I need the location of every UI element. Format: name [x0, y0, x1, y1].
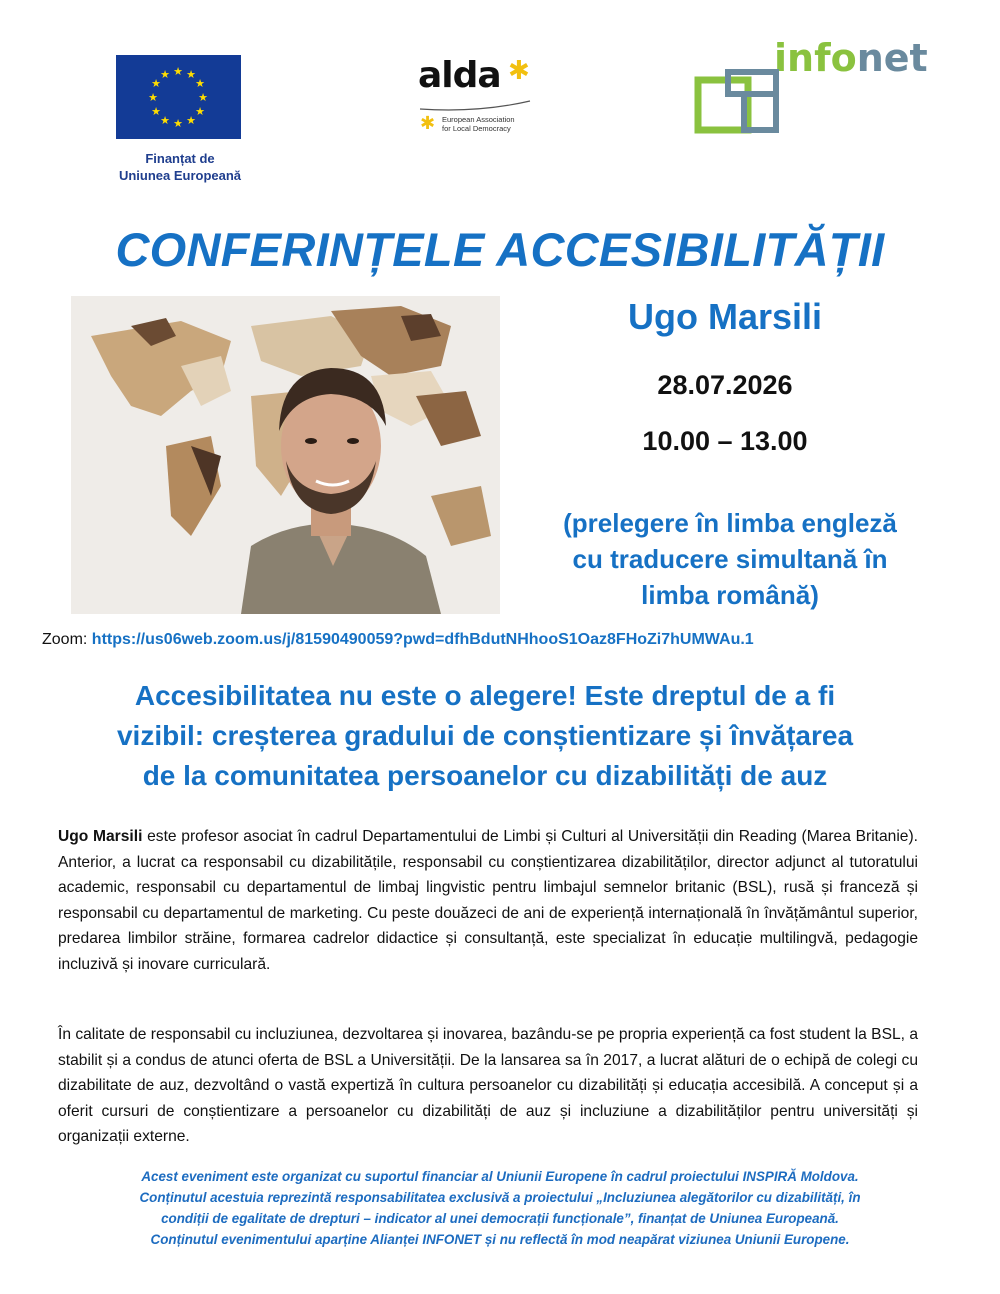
svg-text:★: ★	[173, 66, 183, 78]
zoom-line	[42, 631, 982, 649]
eu-caption	[96, 150, 264, 184]
disclaimer-line: Acest eveniment este organizat cu suportul financiar al Uniunii Europene în cadrul proiectului INSPIRĂ Moldova.	[141, 1169, 859, 1184]
alda-subtitle-line: for Local Democracy	[442, 124, 511, 133]
funding-disclaimer	[20, 1166, 980, 1250]
alda-wordmark: alda	[418, 55, 501, 96]
svg-text:★: ★	[186, 69, 196, 81]
language-note-line: cu traducere simultană în	[572, 544, 888, 574]
headline-line: Accesibilitatea nu este o alegere! Este dreptul de a fi	[134, 680, 836, 711]
event-time: 10.00 – 13.00	[642, 426, 808, 456]
zoom-label: Zoom:	[42, 631, 92, 648]
alda-star-icon: ✱	[508, 55, 530, 85]
eu-caption-line: Finanțat de	[145, 151, 215, 166]
svg-text:★: ★	[198, 92, 208, 104]
svg-text:★: ★	[151, 106, 161, 118]
svg-text:★: ★	[160, 69, 170, 81]
infonet-wordmark	[774, 36, 928, 80]
headline-line: vizibil: creșterea gradului de conștientizare și învățarea	[116, 720, 854, 751]
event-date: 28.07.2026	[657, 370, 793, 400]
language-note-line: (prelegere în limba engleză	[563, 508, 897, 538]
disclaimer-line: Conținutul evenimentului aparține Alianței INFONET și nu reflectă în mod neapărat viziunea Uniunii Europene.	[150, 1232, 850, 1247]
bio-paragraph-2: În calitate de responsabil cu incluziunea, dezvoltarea și inovarea, bazându-se pe propria experiență ca fost student la BSL, a stabilit și a condus de atunci oferta de BSL a Universității. De la lansarea sa în 2017, a lucrat alături de o echipă de colegi cu dizabilitate de auz, dezvoltând o vastă expertiză în cultura persoanelor cu dizabilități și educația accesibilă. A conceput și a oferit cursuri de conștientizare a persoanelor cu dizabilități de auz și incluziune a dizabilităților pentru universități și organizații externe.	[58, 1026, 918, 1145]
alda-small-star-icon: ✱	[420, 113, 436, 133]
bio-paragraph-1	[58, 824, 918, 977]
svg-text:★: ★	[195, 106, 205, 118]
svg-text:★: ★	[151, 78, 161, 90]
language-note	[505, 505, 955, 613]
zoom-link[interactable]: https://us06web.zoom.us/j/81590490059?pwd=dfhBdutNHhooS1Oaz8FHoZi7hUMWAu.1	[91, 631, 754, 648]
svg-text:★: ★	[148, 92, 158, 104]
bio-paragraph-1-text: este profesor asociat în cadrul Departamentului de Limbi și Culturi al Universității din Reading (Marea Britanie). Anterior, a lucrat ca responsabil cu dizabilitățile, responsabil cu conștientizarea dizabilităților, director adjunct al tutoratului academic, responsabil cu departamentul de limbaj lingvistic pentru limbajul semnelor britanic (BSL), rusă și franceză și responsabil cu departamentul de marketing. Cu peste douăzeci de ani de experiență internațională în învățământul superior, predarea limbilor străine, formarea cadrelor didactice și consultanță, este specializat în educație multilingvă, pedagogie incluzivă și inovare curriculară.	[58, 828, 918, 973]
alda-subtitle-line: European Association	[442, 115, 515, 124]
bio-name: Ugo Marsili	[58, 828, 143, 845]
infonet-folder-icon	[694, 66, 784, 138]
disclaimer-line: Conținutul acestuia reprezintă responsabilitatea exclusivă a proiectului „Incluziunea alegătorilor cu dizabilități, în	[139, 1190, 861, 1205]
alda-logo	[414, 55, 544, 145]
svg-text:★: ★	[160, 115, 170, 127]
alda-subtitle	[442, 115, 515, 133]
headline-line: de la comunitatea persoanelor cu dizabilități de auz	[142, 760, 828, 791]
infonet-word-part: net	[856, 36, 928, 80]
svg-text:★: ★	[173, 118, 183, 130]
disclaimer-line: condiții de egalitate de drepturi – indicator al unei democrații funcționale”, finanțat de Uniunea Europeană.	[161, 1211, 839, 1226]
eu-caption-line: Uniunea Europeană	[118, 168, 242, 183]
svg-text:★: ★	[186, 115, 196, 127]
eu-flag-icon	[116, 55, 241, 139]
speaker-photo	[71, 296, 500, 614]
language-note-line: limba română)	[641, 580, 819, 610]
infonet-logo	[694, 36, 934, 136]
infonet-word-part: info	[774, 36, 857, 80]
topic-headline	[20, 676, 950, 796]
svg-text:★: ★	[195, 78, 205, 90]
page-title: CONFERINȚELE ACCESIBILITĂȚII	[115, 223, 885, 276]
speaker-name: Ugo Marsili	[627, 296, 823, 337]
